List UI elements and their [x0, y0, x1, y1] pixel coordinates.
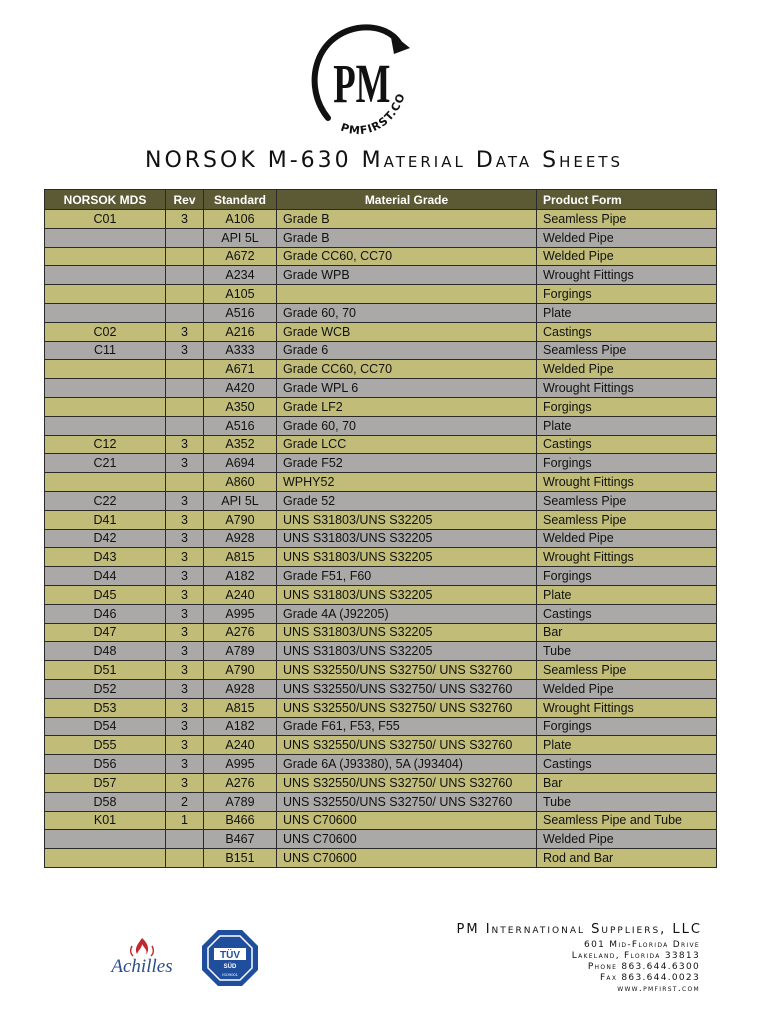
cell-material-grade: UNS S32550/UNS S32750/ UNS S32760 — [277, 698, 537, 717]
cell-product-form: Wrought Fittings — [537, 379, 717, 398]
table-row — [45, 379, 717, 398]
header-product-form: Product Form — [537, 190, 717, 210]
cell-rev: 3 — [166, 548, 204, 567]
cell-standard: A671 — [204, 360, 277, 379]
cell-standard: A928 — [204, 529, 277, 548]
cell-rev: 2 — [166, 792, 204, 811]
cell-product-form: Forgings — [537, 567, 717, 586]
cell-material-grade: UNS S32550/UNS S32750/ UNS S32760 — [277, 679, 537, 698]
cell-norsok-mds: C12 — [45, 435, 166, 454]
footer-company-name: PM International Suppliers, LLC — [456, 922, 702, 937]
table-row — [45, 454, 717, 473]
cell-product-form: Wrought Fittings — [537, 473, 717, 492]
cell-standard: A333 — [204, 341, 277, 360]
cell-norsok-mds: K01 — [45, 811, 166, 830]
cell-product-form: Welded Pipe — [537, 529, 717, 548]
table-row — [45, 473, 717, 492]
cell-norsok-mds: C21 — [45, 454, 166, 473]
cell-material-grade: Grade CC60, CC70 — [277, 247, 537, 266]
cell-product-form: Welded Pipe — [537, 247, 717, 266]
svg-text:ISO9001: ISO9001 — [222, 972, 238, 977]
cell-rev: 3 — [166, 642, 204, 661]
cell-material-grade: UNS S32550/UNS S32750/ UNS S32760 — [277, 661, 537, 680]
cell-rev: 3 — [166, 341, 204, 360]
cell-rev: 3 — [166, 210, 204, 229]
cell-norsok-mds: D48 — [45, 642, 166, 661]
cell-material-grade: UNS C70600 — [277, 830, 537, 849]
cell-rev: 3 — [166, 604, 204, 623]
table-row — [45, 792, 717, 811]
tuv-octagon-icon — [200, 928, 260, 988]
cell-material-grade: UNS S31803/UNS S32205 — [277, 529, 537, 548]
cell-material-grade: UNS S31803/UNS S32205 — [277, 510, 537, 529]
table-row — [45, 322, 717, 341]
cell-rev: 3 — [166, 698, 204, 717]
cell-standard: A276 — [204, 623, 277, 642]
cell-product-form: Wrought Fittings — [537, 548, 717, 567]
svg-text:PMFIRST.COM: PMFIRST.CO — [339, 91, 408, 138]
cell-product-form: Wrought Fittings — [537, 266, 717, 285]
cell-norsok-mds: D55 — [45, 736, 166, 755]
achilles-logo — [104, 936, 180, 984]
cell-norsok-mds: C02 — [45, 322, 166, 341]
cell-rev: 3 — [166, 717, 204, 736]
cell-norsok-mds — [45, 849, 166, 868]
cell-product-form: Plate — [537, 303, 717, 322]
table-row — [45, 623, 717, 642]
table-row — [45, 698, 717, 717]
table-row — [45, 247, 717, 266]
table-row — [45, 604, 717, 623]
cell-norsok-mds: D43 — [45, 548, 166, 567]
cell-product-form: Welded Pipe — [537, 360, 717, 379]
footer-fax: Fax 863.644.0023 — [599, 973, 700, 983]
header-standard: Standard — [204, 190, 277, 210]
material-data-table — [44, 189, 716, 868]
footer-website[interactable]: www.pmfirst.com — [617, 984, 700, 994]
cell-product-form: Castings — [537, 755, 717, 774]
achilles-logo-text: Achilles — [111, 956, 173, 977]
cell-norsok-mds: D47 — [45, 623, 166, 642]
page-title: NORSOK M-630 Material Data Sheets — [144, 148, 623, 173]
cell-norsok-mds — [45, 473, 166, 492]
cell-product-form: Seamless Pipe — [537, 510, 717, 529]
table-row — [45, 397, 717, 416]
cell-standard: A352 — [204, 435, 277, 454]
header-material-grade: Material Grade — [277, 190, 537, 210]
cell-material-grade: UNS C70600 — [277, 849, 537, 868]
cell-standard: A234 — [204, 266, 277, 285]
cell-material-grade: Grade F52 — [277, 454, 537, 473]
cell-rev: 3 — [166, 773, 204, 792]
cell-standard: A789 — [204, 642, 277, 661]
cell-rev: 3 — [166, 661, 204, 680]
table-row — [45, 491, 717, 510]
cell-standard: A350 — [204, 397, 277, 416]
cell-standard: API 5L — [204, 491, 277, 510]
cell-standard: A420 — [204, 379, 277, 398]
cell-norsok-mds — [45, 416, 166, 435]
cell-material-grade: Grade 6A (J93380), 5A (J93404) — [277, 755, 537, 774]
cell-product-form: Seamless Pipe — [537, 210, 717, 229]
cell-norsok-mds: D45 — [45, 585, 166, 604]
cell-product-form: Welded Pipe — [537, 679, 717, 698]
cell-material-grade: Grade 52 — [277, 491, 537, 510]
cell-standard: A790 — [204, 661, 277, 680]
cell-standard: B151 — [204, 849, 277, 868]
table-row — [45, 416, 717, 435]
table-row — [45, 755, 717, 774]
cell-norsok-mds — [45, 266, 166, 285]
cell-norsok-mds: D44 — [45, 567, 166, 586]
cell-standard: A516 — [204, 303, 277, 322]
cell-standard: API 5L — [204, 228, 277, 247]
cell-material-grade — [277, 285, 537, 304]
svg-text:TÜV: TÜV — [220, 950, 240, 961]
cell-standard: B466 — [204, 811, 277, 830]
cell-product-form: Rod and Bar — [537, 849, 717, 868]
table-row — [45, 567, 717, 586]
cell-rev — [166, 266, 204, 285]
table-row — [45, 811, 717, 830]
cell-norsok-mds — [45, 228, 166, 247]
table-row — [45, 585, 717, 604]
cell-product-form: Wrought Fittings — [537, 698, 717, 717]
cell-rev — [166, 360, 204, 379]
cell-norsok-mds: D51 — [45, 661, 166, 680]
cell-standard: A182 — [204, 717, 277, 736]
cell-standard: A105 — [204, 285, 277, 304]
cell-rev: 3 — [166, 755, 204, 774]
cell-rev: 3 — [166, 679, 204, 698]
cell-rev — [166, 379, 204, 398]
cell-material-grade: Grade LCC — [277, 435, 537, 454]
cell-rev: 3 — [166, 585, 204, 604]
cell-product-form: Forgings — [537, 454, 717, 473]
cell-norsok-mds: D58 — [45, 792, 166, 811]
cell-product-form: Bar — [537, 773, 717, 792]
table-row — [45, 529, 717, 548]
table-row — [45, 360, 717, 379]
header-rev: Rev — [166, 190, 204, 210]
cell-product-form: Plate — [537, 585, 717, 604]
cell-material-grade: Grade F51, F60 — [277, 567, 537, 586]
cell-standard: B467 — [204, 830, 277, 849]
cell-standard: A995 — [204, 604, 277, 623]
table-row — [45, 510, 717, 529]
cell-product-form: Forgings — [537, 397, 717, 416]
cell-norsok-mds — [45, 285, 166, 304]
cell-norsok-mds: D41 — [45, 510, 166, 529]
cell-material-grade: UNS S31803/UNS S32205 — [277, 548, 537, 567]
cell-rev: 3 — [166, 529, 204, 548]
cell-norsok-mds — [45, 247, 166, 266]
cell-norsok-mds — [45, 303, 166, 322]
table-row — [45, 435, 717, 454]
cell-rev: 1 — [166, 811, 204, 830]
cell-standard: A815 — [204, 698, 277, 717]
cell-material-grade: UNS S31803/UNS S32205 — [277, 585, 537, 604]
cell-material-grade: Grade WPB — [277, 266, 537, 285]
pm-first-logo-icon — [298, 18, 428, 146]
cell-material-grade: UNS S31803/UNS S32205 — [277, 642, 537, 661]
cell-product-form: Seamless Pipe — [537, 661, 717, 680]
cell-norsok-mds: D57 — [45, 773, 166, 792]
cell-rev — [166, 473, 204, 492]
cell-product-form: Plate — [537, 736, 717, 755]
header-norsok-mds: NORSOK MDS — [45, 190, 166, 210]
cell-standard: A516 — [204, 416, 277, 435]
footer-address-line2: Lakeland, Florida 33813 — [571, 951, 700, 961]
cell-rev: 3 — [166, 623, 204, 642]
cell-norsok-mds — [45, 360, 166, 379]
cell-rev: 3 — [166, 736, 204, 755]
table-row — [45, 548, 717, 567]
cell-rev — [166, 849, 204, 868]
cell-material-grade: Grade WPL 6 — [277, 379, 537, 398]
table-row — [45, 717, 717, 736]
table-row — [45, 303, 717, 322]
cell-material-grade: Grade 4A (J92205) — [277, 604, 537, 623]
cell-norsok-mds: C22 — [45, 491, 166, 510]
cell-standard: A790 — [204, 510, 277, 529]
table-row — [45, 679, 717, 698]
cell-norsok-mds — [45, 379, 166, 398]
cell-norsok-mds — [45, 830, 166, 849]
cell-material-grade: Grade LF2 — [277, 397, 537, 416]
cell-material-grade: UNS S32550/UNS S32750/ UNS S32760 — [277, 792, 537, 811]
table-row — [45, 341, 717, 360]
cell-product-form: Forgings — [537, 285, 717, 304]
cell-rev — [166, 228, 204, 247]
cell-product-form: Tube — [537, 792, 717, 811]
svg-text:PM: PM — [333, 53, 391, 115]
cell-norsok-mds: D42 — [45, 529, 166, 548]
cell-standard: A240 — [204, 585, 277, 604]
table-row — [45, 849, 717, 868]
cell-rev: 3 — [166, 454, 204, 473]
cell-material-grade: Grade 60, 70 — [277, 416, 537, 435]
table-row — [45, 210, 717, 229]
cell-standard: A240 — [204, 736, 277, 755]
cell-material-grade: Grade WCB — [277, 322, 537, 341]
svg-text:SÜD: SÜD — [223, 964, 237, 970]
cell-material-grade: WPHY52 — [277, 473, 537, 492]
table-body — [45, 210, 717, 868]
cell-product-form: Seamless Pipe and Tube — [537, 811, 717, 830]
cell-material-grade: Grade 60, 70 — [277, 303, 537, 322]
cell-product-form: Tube — [537, 642, 717, 661]
cell-product-form: Plate — [537, 416, 717, 435]
cell-norsok-mds: D56 — [45, 755, 166, 774]
cell-norsok-mds: C01 — [45, 210, 166, 229]
table-header-row — [45, 190, 717, 210]
cell-norsok-mds: D53 — [45, 698, 166, 717]
cell-rev — [166, 303, 204, 322]
cell-standard: A106 — [204, 210, 277, 229]
cell-material-grade: Grade 6 — [277, 341, 537, 360]
cell-product-form: Castings — [537, 435, 717, 454]
cell-rev — [166, 247, 204, 266]
cell-product-form: Castings — [537, 322, 717, 341]
cell-standard: A995 — [204, 755, 277, 774]
cell-product-form: Seamless Pipe — [537, 491, 717, 510]
cell-standard: A860 — [204, 473, 277, 492]
table-row — [45, 661, 717, 680]
cell-rev: 3 — [166, 435, 204, 454]
cell-rev — [166, 830, 204, 849]
cell-product-form: Forgings — [537, 717, 717, 736]
cell-material-grade: Grade F61, F53, F55 — [277, 717, 537, 736]
footer-address-line1: 601 Mid-Florida Drive — [584, 940, 700, 950]
table-row — [45, 830, 717, 849]
cell-product-form: Castings — [537, 604, 717, 623]
cell-norsok-mds: D52 — [45, 679, 166, 698]
footer-phone: Phone 863.644.6300 — [587, 962, 700, 972]
cell-standard: A182 — [204, 567, 277, 586]
cell-rev: 3 — [166, 567, 204, 586]
cell-material-grade: Grade B — [277, 228, 537, 247]
cell-rev: 3 — [166, 322, 204, 341]
cell-product-form: Welded Pipe — [537, 830, 717, 849]
cell-rev — [166, 397, 204, 416]
cell-standard: A276 — [204, 773, 277, 792]
cell-material-grade: UNS S32550/UNS S32750/ UNS S32760 — [277, 773, 537, 792]
cell-standard: A789 — [204, 792, 277, 811]
cell-norsok-mds: D54 — [45, 717, 166, 736]
cell-material-grade: Grade CC60, CC70 — [277, 360, 537, 379]
cell-rev — [166, 285, 204, 304]
cell-rev — [166, 416, 204, 435]
cell-rev: 3 — [166, 491, 204, 510]
cell-norsok-mds: D46 — [45, 604, 166, 623]
cell-product-form: Bar — [537, 623, 717, 642]
cell-norsok-mds — [45, 397, 166, 416]
table-row — [45, 266, 717, 285]
table-row — [45, 642, 717, 661]
table-row — [45, 228, 717, 247]
cell-standard: A672 — [204, 247, 277, 266]
table-row — [45, 285, 717, 304]
cell-norsok-mds: C11 — [45, 341, 166, 360]
cell-material-grade: Grade B — [277, 210, 537, 229]
cell-material-grade: UNS C70600 — [277, 811, 537, 830]
table-row — [45, 736, 717, 755]
table-row — [45, 773, 717, 792]
cell-material-grade: UNS S31803/UNS S32205 — [277, 623, 537, 642]
cell-rev: 3 — [166, 510, 204, 529]
cell-material-grade: UNS S32550/UNS S32750/ UNS S32760 — [277, 736, 537, 755]
cell-standard: A815 — [204, 548, 277, 567]
cell-standard: A694 — [204, 454, 277, 473]
cell-standard: A216 — [204, 322, 277, 341]
cell-product-form: Welded Pipe — [537, 228, 717, 247]
cell-product-form: Seamless Pipe — [537, 341, 717, 360]
cell-standard: A928 — [204, 679, 277, 698]
